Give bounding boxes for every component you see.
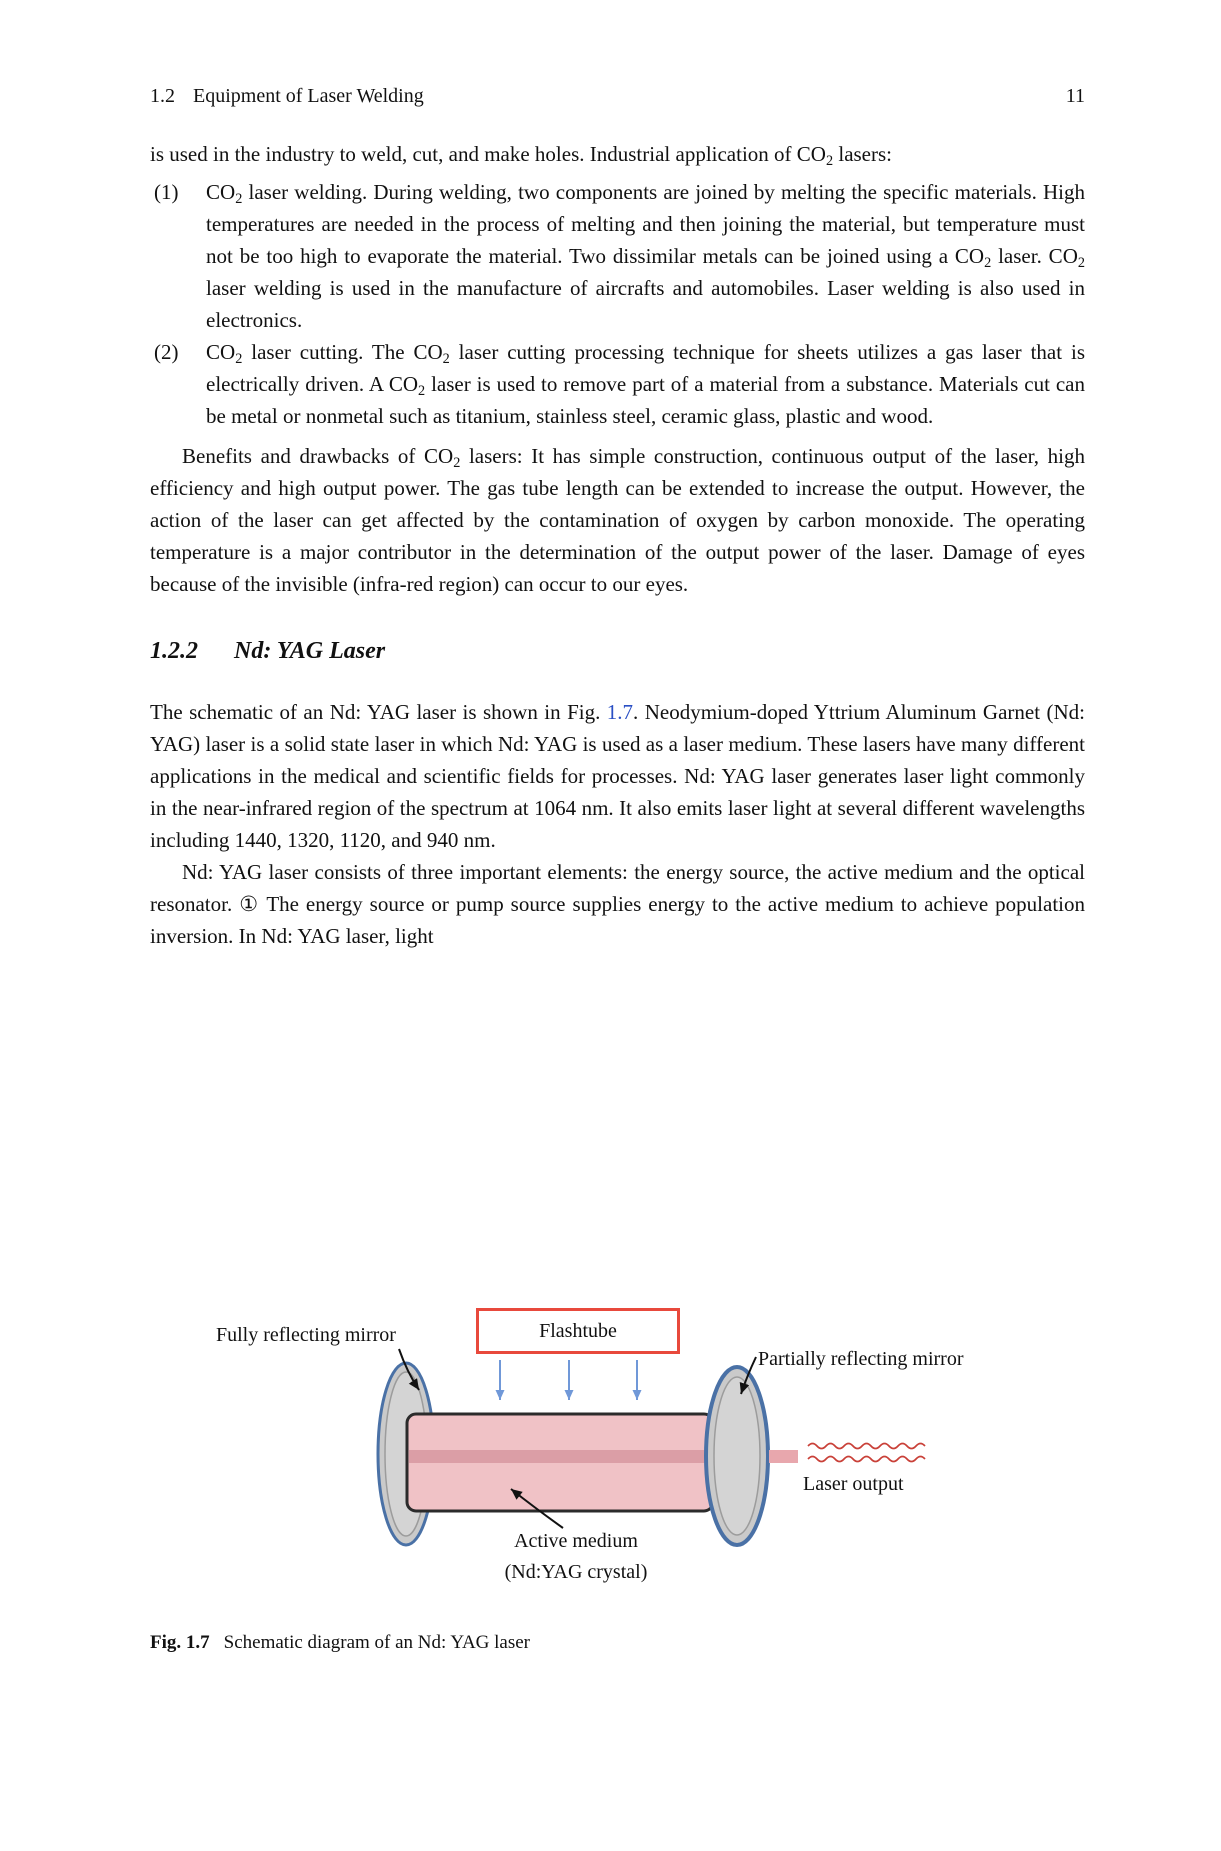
paragraph-schematic	[150, 696, 1085, 856]
text-segment: CO	[206, 180, 236, 204]
text-segment: Benefits and drawbacks of CO	[182, 444, 454, 468]
header-section-number: 1.2	[150, 85, 175, 107]
section-heading-number: 1.2.2	[150, 638, 198, 664]
running-header	[150, 85, 1085, 108]
fully-reflecting-mirror-label: Fully reflecting mirror	[216, 1324, 396, 1346]
active-medium-label-line1: Active medium	[514, 1530, 638, 1552]
list-item	[150, 176, 1085, 336]
body-column	[150, 130, 1085, 952]
laser-output-wave-top	[808, 1444, 925, 1449]
text-segment: Nd: YAG laser consists of three important elements: the energy source, the active medium and the optical resonator. ① The energy source or pump source supplies energy to the active medium to achieve population inversion. In Nd: YAG laser, light	[150, 860, 1085, 948]
active-medium-label	[460, 1526, 692, 1588]
text-segment: CO	[206, 340, 236, 364]
text-segment: 2	[984, 254, 992, 271]
list-marker: (2)	[154, 340, 179, 364]
text-segment: 2	[1077, 254, 1085, 271]
paragraph-elements	[150, 856, 1085, 952]
text-segment: 2	[418, 382, 426, 399]
list-item-text	[206, 180, 1085, 332]
text-segment: laser cutting processing technique for sheets utilizes a gas laser that is electrically driven. A CO	[206, 340, 1085, 396]
text-segment: laser cutting. The CO	[242, 340, 443, 364]
text-segment: The schematic of an Nd: YAG laser is shown in Fig.	[150, 700, 607, 724]
page-number: 11	[1065, 85, 1085, 107]
header-left	[150, 85, 424, 108]
paragraph-benefits	[150, 440, 1085, 600]
text-segment: lasers:	[833, 142, 893, 166]
list-marker: (1)	[154, 180, 179, 204]
text-segment: 2	[453, 454, 461, 471]
text-segment: 2	[442, 350, 450, 367]
section-heading-title: Nd: YAG Laser	[234, 638, 386, 664]
figure-caption-text: Schematic diagram of an Nd: YAG laser	[223, 1632, 531, 1653]
header-section-title: Equipment of Laser Welding	[193, 85, 424, 107]
text-segment: is used in the industry to weld, cut, and make holes. Industrial application of CO	[150, 142, 826, 166]
output-beam-stub	[769, 1450, 798, 1463]
partially-reflecting-mirror-inner	[714, 1377, 760, 1535]
paragraph-intro	[150, 138, 1085, 170]
flashtube-label: Flashtube	[539, 1319, 617, 1342]
laser-output-wave-bottom	[808, 1457, 925, 1462]
flashtube-box	[476, 1308, 680, 1354]
rod-center-stripe	[409, 1450, 711, 1463]
text-segment: 2	[825, 152, 834, 169]
text-segment: 2	[235, 350, 243, 367]
laser-output-label: Laser output	[803, 1473, 904, 1495]
text-segment: lasers: It has simple construction, continuous output of the laser, high efficiency and high output power. The gas tube length can be extended to increase the output. However, the action of the laser can get affected by the contamination of oxygen by carbon monoxide. The operating temperature is a major contributor in the determination of the output power of the laser. Damage of eyes because of the invisible (infra-red region) can occur to our eyes.	[150, 444, 1085, 596]
text-segment: laser welding. During welding, two components are joined by melting the specific materials. High temperatures are needed in the process of melting and then joining the material, but temperature must not be too high to evaporate the material. Two dissimilar metals can be joined using a CO	[206, 180, 1085, 268]
text-segment: . Neodymium-doped Yttrium Aluminum Garnet (Nd: YAG) laser is a solid state laser in which Nd: YAG is used as a laser medium. These lasers have many different applications in the medical and scientific fields for processes. Nd: YAG laser generates laser light commonly in the near-infrared region of the spectrum at 1064 nm. It also emits laser light at several different wavelengths including 1440, 1320, 1120, and 940 nm.	[150, 700, 1085, 852]
figure-caption-tag: Fig. 1.7	[150, 1632, 210, 1653]
list-item	[150, 336, 1085, 432]
active-medium-label-line2: (Nd:YAG crystal)	[504, 1561, 648, 1583]
text-segment: laser is used to remove part of a material from a substance. Materials cut can be metal or nonmetal such as titanium, stainless steel, ceramic glass, plastic and wood.	[206, 372, 1085, 428]
text-segment: 2	[235, 190, 243, 207]
partially-reflecting-mirror-label: Partially reflecting mirror	[758, 1348, 964, 1370]
text-segment: laser welding is used in the manufacture of aircrafts and automobiles. Laser welding is also used in electronics.	[206, 276, 1085, 332]
figure-caption	[150, 1632, 530, 1654]
text-segment: laser. CO	[991, 244, 1078, 268]
figure-reference-link[interactable]: 1.7	[606, 700, 634, 724]
section-heading	[150, 636, 1085, 666]
numbered-list	[150, 176, 1085, 432]
list-item-text	[206, 340, 1085, 428]
